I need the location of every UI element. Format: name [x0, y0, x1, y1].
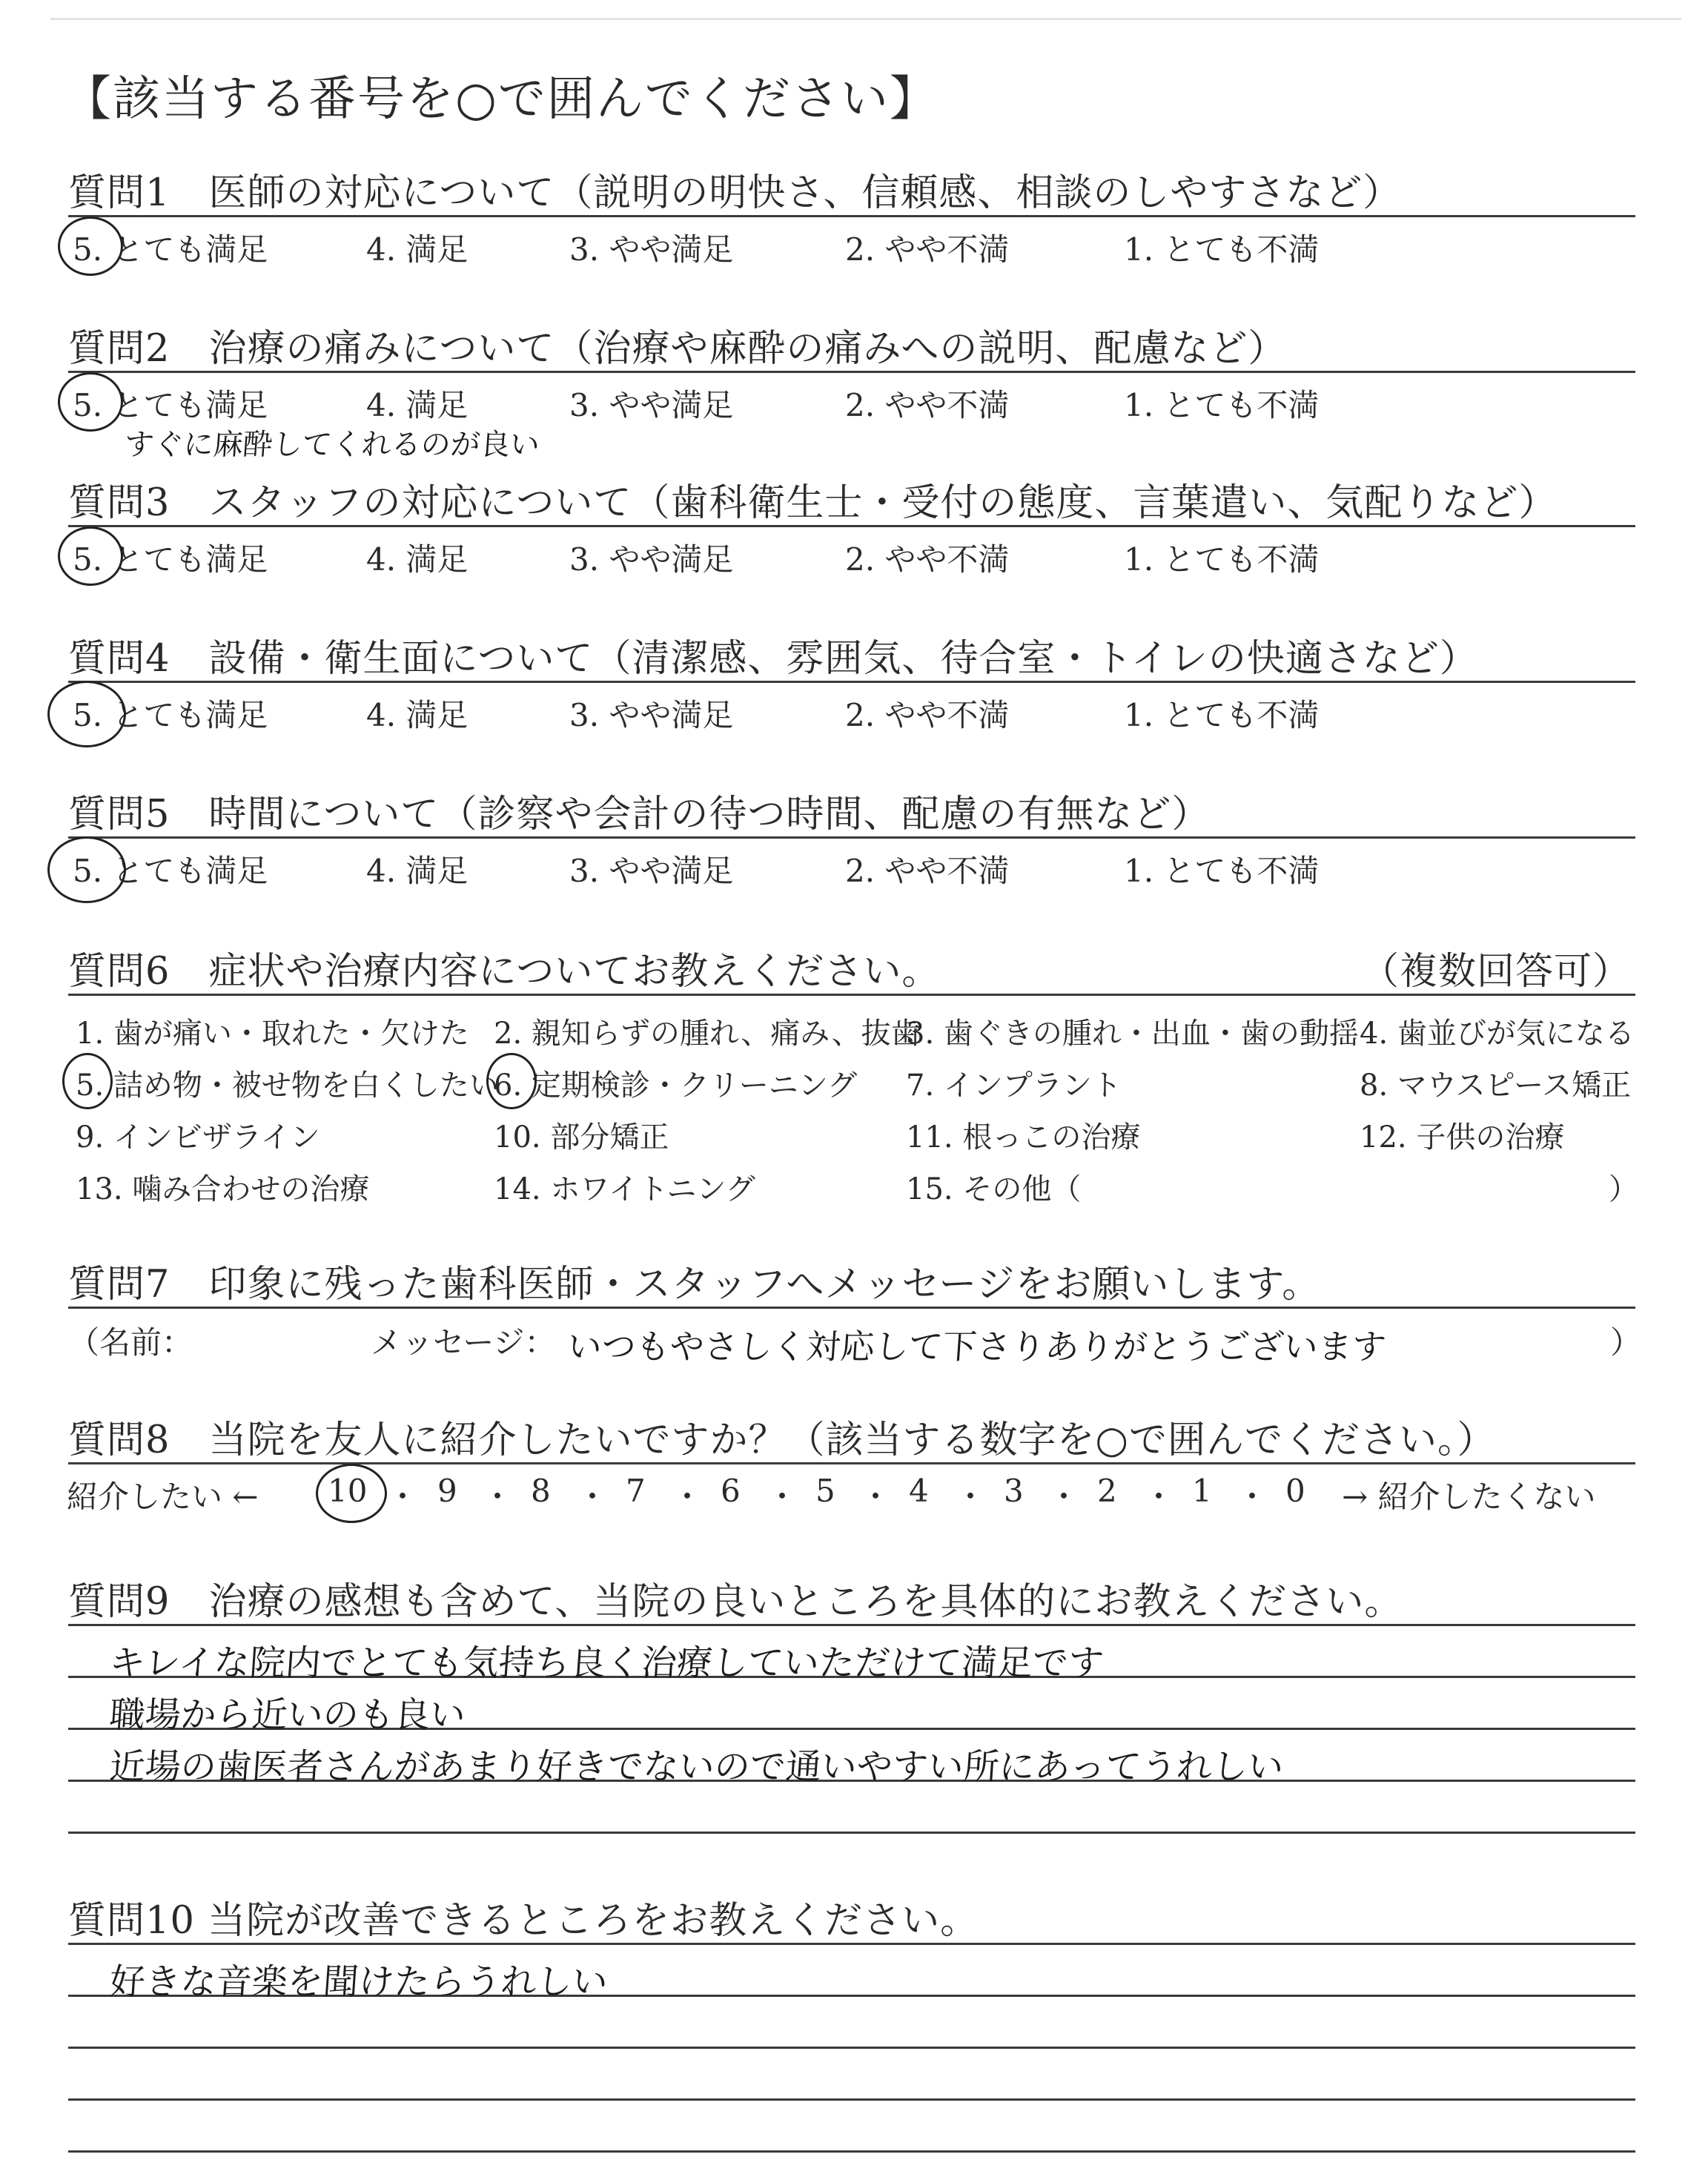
scale-right-label: → 紹介したくない [1342, 1479, 1596, 1515]
option-1[interactable]: 1. とても不満 [1124, 387, 1320, 423]
q6-item-11[interactable]: 11. 根っこの治療 [906, 1120, 1141, 1155]
question-2-rule [68, 371, 1635, 373]
scale-dot: ・ [1237, 1479, 1268, 1515]
option-5[interactable]: 5. とても満足 [73, 541, 268, 578]
question-3-title: 質問3 スタッフの対応について（歯科衛生士・受付の態度、言葉遣い、気配りなど） [68, 481, 1558, 525]
scale-4[interactable]: 4 [909, 1473, 929, 1509]
question-6-title: 質問6 症状や治療内容についてお教えください。 [68, 950, 941, 994]
q6-item-6[interactable]: 6. 定期検診・クリーニング [494, 1069, 858, 1103]
q6-item-8[interactable]: 8. マウスピース矯正 [1360, 1069, 1632, 1103]
option-1[interactable]: 1. とても不満 [1124, 231, 1320, 268]
answer-line [68, 2150, 1635, 2153]
answer-line [68, 1624, 1635, 1626]
option-5[interactable]: 5. とても満足 [73, 387, 268, 423]
answer-line [68, 2047, 1635, 2049]
selection-circle [486, 1053, 537, 1109]
selection-circle [62, 1053, 113, 1109]
scale-dot: ・ [860, 1479, 892, 1515]
q6-item-3[interactable]: 3. 歯ぐきの腫れ・出血・歯の動揺 [906, 1017, 1359, 1051]
question-4-rule [68, 681, 1635, 683]
q6-item-15-close: ） [1609, 1172, 1638, 1206]
question-5-title: 質問5 時間について（診察や会計の待つ時間、配慮の有無など） [68, 793, 1211, 836]
q6-item-13[interactable]: 13. 噛み合わせの治療 [76, 1172, 370, 1206]
handwritten-answer: 職場から近いのも良い [107, 1694, 467, 1736]
handwritten-message: いつもやさしく対応して下さりありがとうございます [566, 1327, 1388, 1367]
selection-circle [58, 217, 123, 276]
option-5[interactable]: 5. とても満足 [73, 853, 268, 889]
option-3[interactable]: 3. やや満足 [569, 697, 734, 733]
scale-2[interactable]: 2 [1097, 1473, 1117, 1509]
answer-line [68, 1832, 1635, 1834]
page-heading: 【該当する番号を○で囲んでください】 [64, 72, 939, 127]
option-2[interactable]: 2. やや不満 [845, 231, 1010, 268]
answer-line [68, 1943, 1635, 1945]
scale-dot: ・ [955, 1479, 987, 1515]
selection-circle [58, 526, 123, 586]
scale-left-label: 紹介したい ← [67, 1479, 259, 1515]
option-2[interactable]: 2. やや不満 [845, 697, 1010, 733]
scale-5[interactable]: 5 [815, 1473, 835, 1509]
question-8-title: 質問8 当院を友人に紹介したいですか？（該当する数字を○で囲んでください。） [68, 1418, 1496, 1462]
option-4[interactable]: 4. 満足 [366, 387, 469, 423]
handwritten-answer: キレイな院内でとても気持ち良く治療していただけて満足です [107, 1642, 1105, 1684]
q6-item-5[interactable]: 5. 詰め物・被せ物を白くしたい [76, 1069, 499, 1103]
question-6-note: （複数回答可） [1361, 950, 1632, 994]
q6-item-2[interactable]: 2. 親知らずの腫れ、痛み、抜歯 [494, 1017, 921, 1051]
q6-item-14[interactable]: 14. ホワイトニング [494, 1172, 755, 1206]
scale-dot: ・ [577, 1479, 609, 1515]
question-1-rule [68, 215, 1635, 217]
q6-item-12[interactable]: 12. 子供の治療 [1360, 1120, 1565, 1155]
option-3[interactable]: 3. やや満足 [569, 541, 734, 578]
handwritten-answer: 近場の歯医者さんがあまり好きでないので通いやすい所にあってうれしい [107, 1746, 1285, 1788]
name-label: （名前： [68, 1324, 193, 1361]
question-1-title: 質問1 医師の対応について（説明の明快さ、信頼感、相談のしやすさなど） [68, 171, 1402, 215]
q6-item-7[interactable]: 7. インプラント [906, 1069, 1122, 1103]
scale-dot: ・ [1143, 1479, 1175, 1515]
scale-0[interactable]: 0 [1285, 1473, 1305, 1509]
scale-7[interactable]: 7 [626, 1473, 646, 1509]
scale-dot: ・ [1048, 1479, 1080, 1515]
option-4[interactable]: 4. 満足 [366, 231, 469, 268]
option-4[interactable]: 4. 満足 [366, 697, 469, 733]
option-1[interactable]: 1. とても不満 [1124, 541, 1320, 578]
scale-8[interactable]: 8 [531, 1473, 551, 1509]
option-3[interactable]: 3. やや満足 [569, 231, 734, 268]
handwritten-note: すぐに麻酔してくれるのが良い [123, 428, 541, 462]
q6-item-10[interactable]: 10. 部分矯正 [494, 1120, 669, 1155]
option-3[interactable]: 3. やや満足 [569, 387, 734, 423]
option-4[interactable]: 4. 満足 [366, 853, 469, 889]
option-5[interactable]: 5. とても満足 [73, 231, 268, 268]
question-6-rule [68, 994, 1635, 996]
question-7-rule [68, 1307, 1635, 1309]
question-3-rule [68, 525, 1635, 527]
scale-3[interactable]: 3 [1004, 1473, 1024, 1509]
message-label: メッセージ： [371, 1324, 556, 1361]
q6-item-9[interactable]: 9. インビザライン [76, 1120, 320, 1155]
selection-circle [47, 681, 126, 747]
option-1[interactable]: 1. とても不満 [1124, 697, 1320, 733]
question-4-title: 質問4 設備・衛生面について（清潔感、雰囲気、待合室・トイレの快適さなど） [68, 637, 1478, 681]
scale-dot: ・ [672, 1479, 704, 1515]
q6-item-15[interactable]: 15. その他（ [906, 1172, 1082, 1206]
scale-10[interactable]: 10 [328, 1473, 368, 1509]
question-8-rule [68, 1462, 1635, 1464]
option-5[interactable]: 5. とても満足 [73, 697, 268, 733]
scale-dot: ・ [482, 1479, 514, 1515]
option-2[interactable]: 2. やや不満 [845, 541, 1010, 578]
option-1[interactable]: 1. とても不満 [1124, 853, 1320, 889]
selection-circle [316, 1464, 387, 1523]
option-3[interactable]: 3. やや満足 [569, 853, 734, 889]
scale-1[interactable]: 1 [1192, 1473, 1212, 1509]
scale-9[interactable]: 9 [437, 1473, 457, 1509]
q6-item-1[interactable]: 1. 歯が痛い・取れた・欠けた [76, 1017, 469, 1051]
scale-dot: ・ [767, 1479, 798, 1515]
question-9-title: 質問9 治療の感想も含めて、当院の良いところを具体的にお教えください。 [68, 1580, 1403, 1624]
handwritten-answer: 好きな音楽を聞けたらうれしい [107, 1961, 609, 2003]
option-2[interactable]: 2. やや不満 [845, 387, 1010, 423]
selection-circle [47, 836, 126, 903]
question-10-title: 質問10 当院が改善できるところをお教えください。 [68, 1899, 979, 1943]
scale-6[interactable]: 6 [721, 1473, 741, 1509]
selection-circle [58, 372, 123, 432]
option-4[interactable]: 4. 満足 [366, 541, 469, 578]
scale-dot: ・ [387, 1479, 419, 1515]
question-5-rule [68, 836, 1635, 839]
question-2-title: 質問2 治療の痛みについて（治療や麻酔の痛みへの説明、配慮など） [68, 327, 1287, 371]
option-2[interactable]: 2. やや不満 [845, 853, 1010, 889]
message-close-paren: ） [1610, 1324, 1642, 1361]
question-7-title: 質問7 印象に残った歯科医師・スタッフへメッセージをお願いします。 [68, 1263, 1321, 1307]
q6-item-4[interactable]: 4. 歯並びが気になる [1360, 1017, 1635, 1051]
answer-line [68, 2098, 1635, 2101]
top-border [50, 18, 1681, 20]
